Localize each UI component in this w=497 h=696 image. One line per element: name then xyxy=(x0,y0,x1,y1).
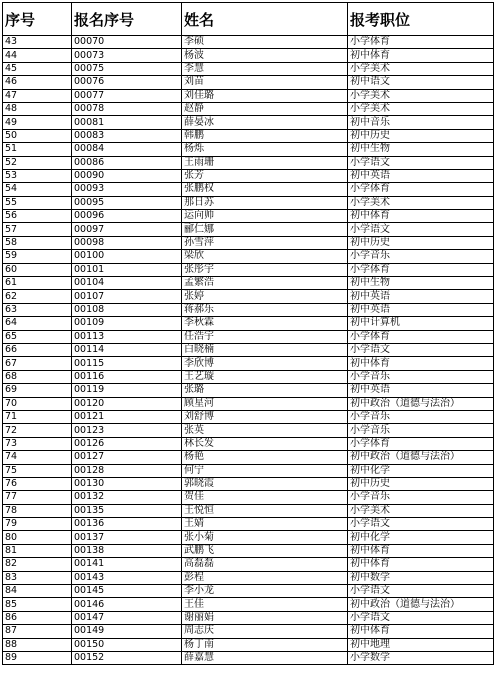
cell-name: 赵静 xyxy=(182,102,348,115)
cell-name: 顾星河 xyxy=(182,397,348,410)
cell-seq: 48 xyxy=(3,102,72,115)
cell-position: 初中体育 xyxy=(348,210,494,223)
cell-reg-no: 00075 xyxy=(72,62,182,75)
cell-seq: 46 xyxy=(3,76,72,89)
cell-reg-no: 00115 xyxy=(72,357,182,370)
cell-seq: 80 xyxy=(3,531,72,544)
table-row xyxy=(3,491,494,504)
cell-seq: 51 xyxy=(3,143,72,156)
table-row xyxy=(3,169,494,182)
cell-seq: 77 xyxy=(3,491,72,504)
cell-name: 谢丽娟 xyxy=(182,611,348,624)
table-row xyxy=(3,183,494,196)
cell-reg-no: 00126 xyxy=(72,437,182,450)
cell-reg-no: 00130 xyxy=(72,477,182,490)
cell-reg-no: 00073 xyxy=(72,49,182,62)
cell-seq: 84 xyxy=(3,585,72,598)
cell-seq: 57 xyxy=(3,223,72,236)
table-row xyxy=(3,518,494,531)
cell-reg-no: 00150 xyxy=(72,638,182,651)
cell-reg-no: 00101 xyxy=(72,263,182,276)
cell-name: 张芳 xyxy=(182,169,348,182)
cell-reg-no: 00098 xyxy=(72,236,182,249)
table-row xyxy=(3,598,494,611)
table-row xyxy=(3,129,494,142)
table-row xyxy=(3,116,494,129)
cell-name: 孟繁浩 xyxy=(182,277,348,290)
cell-name: 任浩宇 xyxy=(182,330,348,343)
table-row xyxy=(3,143,494,156)
table-row xyxy=(3,196,494,209)
cell-position: 初中英语 xyxy=(348,290,494,303)
cell-seq: 72 xyxy=(3,424,72,437)
cell-position: 小学语文 xyxy=(348,611,494,624)
cell-seq: 45 xyxy=(3,62,72,75)
cell-name: 刘舒博 xyxy=(182,410,348,423)
cell-name: 贺佳 xyxy=(182,491,348,504)
cell-seq: 68 xyxy=(3,370,72,383)
cell-name: 杨烁 xyxy=(182,143,348,156)
cell-name: 李欣博 xyxy=(182,357,348,370)
cell-name: 运向帅 xyxy=(182,210,348,223)
cell-seq: 71 xyxy=(3,410,72,423)
table-row xyxy=(3,250,494,263)
cell-reg-no: 00120 xyxy=(72,397,182,410)
cell-name: 杨波 xyxy=(182,49,348,62)
cell-reg-no: 00083 xyxy=(72,129,182,142)
cell-reg-no: 00116 xyxy=(72,370,182,383)
cell-reg-no: 00114 xyxy=(72,343,182,356)
cell-seq: 43 xyxy=(3,36,72,49)
cell-name: 杨丁南 xyxy=(182,638,348,651)
cell-seq: 82 xyxy=(3,558,72,571)
cell-position: 初中地理 xyxy=(348,638,494,651)
cell-name: 王悦恒 xyxy=(182,504,348,517)
cell-name: 韩鹏 xyxy=(182,129,348,142)
table-row xyxy=(3,437,494,450)
cell-name: 那日苏 xyxy=(182,196,348,209)
cell-position: 小学美术 xyxy=(348,102,494,115)
cell-position: 初中历史 xyxy=(348,236,494,249)
cell-reg-no: 00107 xyxy=(72,290,182,303)
cell-position: 初中体育 xyxy=(348,558,494,571)
cell-name: 郦仁娜 xyxy=(182,223,348,236)
cell-position: 初中体育 xyxy=(348,625,494,638)
cell-reg-no: 00123 xyxy=(72,424,182,437)
cell-name: 薛晏冰 xyxy=(182,116,348,129)
cell-reg-no: 00138 xyxy=(72,544,182,557)
table-row xyxy=(3,544,494,557)
cell-reg-no: 00070 xyxy=(72,36,182,49)
cell-position: 小学体育 xyxy=(348,330,494,343)
cell-position: 初中政治（道德与法治） xyxy=(348,598,494,611)
table-row xyxy=(3,76,494,89)
cell-reg-no: 00076 xyxy=(72,76,182,89)
cell-name: 张璐 xyxy=(182,384,348,397)
table-row xyxy=(3,384,494,397)
cell-seq: 52 xyxy=(3,156,72,169)
cell-seq: 64 xyxy=(3,317,72,330)
cell-reg-no: 00132 xyxy=(72,491,182,504)
cell-name: 李秋霖 xyxy=(182,317,348,330)
cell-seq: 56 xyxy=(3,210,72,223)
cell-reg-no: 00108 xyxy=(72,303,182,316)
cell-name: 张英 xyxy=(182,424,348,437)
table-row xyxy=(3,303,494,316)
cell-seq: 60 xyxy=(3,263,72,276)
cell-seq: 63 xyxy=(3,303,72,316)
cell-position: 初中英语 xyxy=(348,303,494,316)
table-row xyxy=(3,156,494,169)
cell-position: 小学语文 xyxy=(348,518,494,531)
cell-position: 小学体育 xyxy=(348,437,494,450)
cell-seq: 74 xyxy=(3,451,72,464)
cell-position: 初中音乐 xyxy=(348,116,494,129)
table-row xyxy=(3,210,494,223)
cell-name: 李小龙 xyxy=(182,585,348,598)
cell-seq: 59 xyxy=(3,250,72,263)
table-row xyxy=(3,330,494,343)
cell-position: 小学音乐 xyxy=(348,250,494,263)
cell-reg-no: 00121 xyxy=(72,410,182,423)
cell-position: 小学体育 xyxy=(348,183,494,196)
cell-position: 初中英语 xyxy=(348,169,494,182)
cell-position: 初中化学 xyxy=(348,464,494,477)
cell-name: 郭晓霞 xyxy=(182,477,348,490)
cell-name: 何宁 xyxy=(182,464,348,477)
cell-position: 小学美术 xyxy=(348,62,494,75)
cell-reg-no: 00145 xyxy=(72,585,182,598)
cell-seq: 47 xyxy=(3,89,72,102)
cell-position: 初中英语 xyxy=(348,384,494,397)
cell-reg-no: 00081 xyxy=(72,116,182,129)
cell-position: 初中体育 xyxy=(348,544,494,557)
table-row xyxy=(3,477,494,490)
table-row xyxy=(3,236,494,249)
table-row xyxy=(3,343,494,356)
cell-name: 张小菊 xyxy=(182,531,348,544)
cell-reg-no: 00146 xyxy=(72,598,182,611)
cell-seq: 67 xyxy=(3,357,72,370)
cell-reg-no: 00096 xyxy=(72,210,182,223)
cell-reg-no: 00147 xyxy=(72,611,182,624)
cell-position: 初中政治（道德与法治） xyxy=(348,451,494,464)
table-row xyxy=(3,317,494,330)
header-seq: 序号 xyxy=(3,3,72,36)
cell-name: 孙雪萍 xyxy=(182,236,348,249)
cell-name: 杨艳 xyxy=(182,451,348,464)
table-row xyxy=(3,370,494,383)
cell-seq: 50 xyxy=(3,129,72,142)
cell-position: 初中历史 xyxy=(348,129,494,142)
cell-seq: 70 xyxy=(3,397,72,410)
cell-seq: 86 xyxy=(3,611,72,624)
cell-position: 初中计算机 xyxy=(348,317,494,330)
table-row xyxy=(3,638,494,651)
table-row xyxy=(3,223,494,236)
cell-seq: 58 xyxy=(3,236,72,249)
table-row xyxy=(3,102,494,115)
cell-position: 小学数学 xyxy=(348,651,494,664)
cell-position: 初中生物 xyxy=(348,277,494,290)
cell-reg-no: 00104 xyxy=(72,277,182,290)
cell-position: 初中体育 xyxy=(348,357,494,370)
cell-reg-no: 00109 xyxy=(72,317,182,330)
cell-position: 小学音乐 xyxy=(348,491,494,504)
header-row xyxy=(3,3,494,36)
cell-reg-no: 00137 xyxy=(72,531,182,544)
cell-name: 王佳 xyxy=(182,598,348,611)
cell-seq: 78 xyxy=(3,504,72,517)
cell-seq: 49 xyxy=(3,116,72,129)
cell-position: 小学语文 xyxy=(348,156,494,169)
table-row xyxy=(3,89,494,102)
cell-seq: 79 xyxy=(3,518,72,531)
cell-reg-no: 00097 xyxy=(72,223,182,236)
cell-reg-no: 00086 xyxy=(72,156,182,169)
cell-reg-no: 00095 xyxy=(72,196,182,209)
table-row xyxy=(3,277,494,290)
cell-reg-no: 00113 xyxy=(72,330,182,343)
cell-name: 高磊磊 xyxy=(182,558,348,571)
header-position: 报考职位 xyxy=(348,3,494,36)
cell-reg-no: 00119 xyxy=(72,384,182,397)
cell-seq: 66 xyxy=(3,343,72,356)
cell-seq: 76 xyxy=(3,477,72,490)
cell-position: 初中语文 xyxy=(348,76,494,89)
cell-reg-no: 00090 xyxy=(72,169,182,182)
cell-seq: 54 xyxy=(3,183,72,196)
cell-name: 武鹏飞 xyxy=(182,544,348,557)
cell-position: 小学体育 xyxy=(348,263,494,276)
table-row xyxy=(3,62,494,75)
cell-seq: 73 xyxy=(3,437,72,450)
table-row xyxy=(3,410,494,423)
cell-position: 初中生物 xyxy=(348,143,494,156)
cell-position: 小学语文 xyxy=(348,343,494,356)
cell-name: 刘佳璐 xyxy=(182,89,348,102)
cell-reg-no: 00077 xyxy=(72,89,182,102)
cell-seq: 83 xyxy=(3,571,72,584)
table-row xyxy=(3,531,494,544)
cell-position: 小学美术 xyxy=(348,196,494,209)
cell-reg-no: 00135 xyxy=(72,504,182,517)
cell-name: 周志庆 xyxy=(182,625,348,638)
cell-reg-no: 00127 xyxy=(72,451,182,464)
cell-position: 初中政治（道德与法治） xyxy=(348,397,494,410)
table-row xyxy=(3,290,494,303)
table-row xyxy=(3,357,494,370)
cell-seq: 87 xyxy=(3,625,72,638)
cell-name: 蒋郝乐 xyxy=(182,303,348,316)
cell-position: 小学音乐 xyxy=(348,410,494,423)
cell-name: 王婧 xyxy=(182,518,348,531)
cell-position: 初中数学 xyxy=(348,571,494,584)
cell-position: 小学美术 xyxy=(348,89,494,102)
cell-name: 林长发 xyxy=(182,437,348,450)
cell-reg-no: 00093 xyxy=(72,183,182,196)
cell-reg-no: 00128 xyxy=(72,464,182,477)
cell-name: 梁欣 xyxy=(182,250,348,263)
cell-reg-no: 00149 xyxy=(72,625,182,638)
table-row xyxy=(3,36,494,49)
cell-reg-no: 00143 xyxy=(72,571,182,584)
cell-reg-no: 00136 xyxy=(72,518,182,531)
cell-name: 王雨珊 xyxy=(182,156,348,169)
cell-seq: 53 xyxy=(3,169,72,182)
table-row xyxy=(3,625,494,638)
table-row xyxy=(3,571,494,584)
table-row xyxy=(3,585,494,598)
cell-position: 小学语文 xyxy=(348,585,494,598)
cell-name: 张鹏权 xyxy=(182,183,348,196)
cell-seq: 65 xyxy=(3,330,72,343)
cell-name: 李慧 xyxy=(182,62,348,75)
table-row xyxy=(3,611,494,624)
header-name: 姓名 xyxy=(182,3,348,36)
cell-seq: 88 xyxy=(3,638,72,651)
cell-position: 初中历史 xyxy=(348,477,494,490)
cell-seq: 75 xyxy=(3,464,72,477)
cell-name: 张彤宇 xyxy=(182,263,348,276)
cell-seq: 81 xyxy=(3,544,72,557)
table-row xyxy=(3,651,494,664)
cell-position: 初中体育 xyxy=(348,49,494,62)
applicant-table xyxy=(2,2,494,665)
cell-reg-no: 00100 xyxy=(72,250,182,263)
cell-seq: 89 xyxy=(3,651,72,664)
cell-position: 小学语文 xyxy=(348,223,494,236)
cell-name: 王艺璇 xyxy=(182,370,348,383)
cell-position: 小学音乐 xyxy=(348,424,494,437)
table-row xyxy=(3,397,494,410)
cell-position: 小学音乐 xyxy=(348,370,494,383)
cell-seq: 61 xyxy=(3,277,72,290)
table-row xyxy=(3,464,494,477)
cell-seq: 44 xyxy=(3,49,72,62)
cell-seq: 55 xyxy=(3,196,72,209)
table-row xyxy=(3,504,494,517)
header-reg-no: 报名序号 xyxy=(72,3,182,36)
table-row xyxy=(3,263,494,276)
cell-name: 刘苗 xyxy=(182,76,348,89)
cell-name: 薛嘉慧 xyxy=(182,651,348,664)
cell-reg-no: 00078 xyxy=(72,102,182,115)
cell-position: 小学体育 xyxy=(348,36,494,49)
cell-position: 小学美术 xyxy=(348,504,494,517)
cell-name: 张婷 xyxy=(182,290,348,303)
cell-seq: 62 xyxy=(3,290,72,303)
cell-name: 彭程 xyxy=(182,571,348,584)
cell-reg-no: 00152 xyxy=(72,651,182,664)
cell-seq: 69 xyxy=(3,384,72,397)
table-body xyxy=(3,36,494,665)
cell-name: 李硕 xyxy=(182,36,348,49)
cell-name: 白晓楠 xyxy=(182,343,348,356)
table-row xyxy=(3,558,494,571)
cell-position: 初中化学 xyxy=(348,531,494,544)
cell-reg-no: 00141 xyxy=(72,558,182,571)
cell-seq: 85 xyxy=(3,598,72,611)
cell-reg-no: 00084 xyxy=(72,143,182,156)
table-row xyxy=(3,451,494,464)
table-row xyxy=(3,49,494,62)
table-row xyxy=(3,424,494,437)
